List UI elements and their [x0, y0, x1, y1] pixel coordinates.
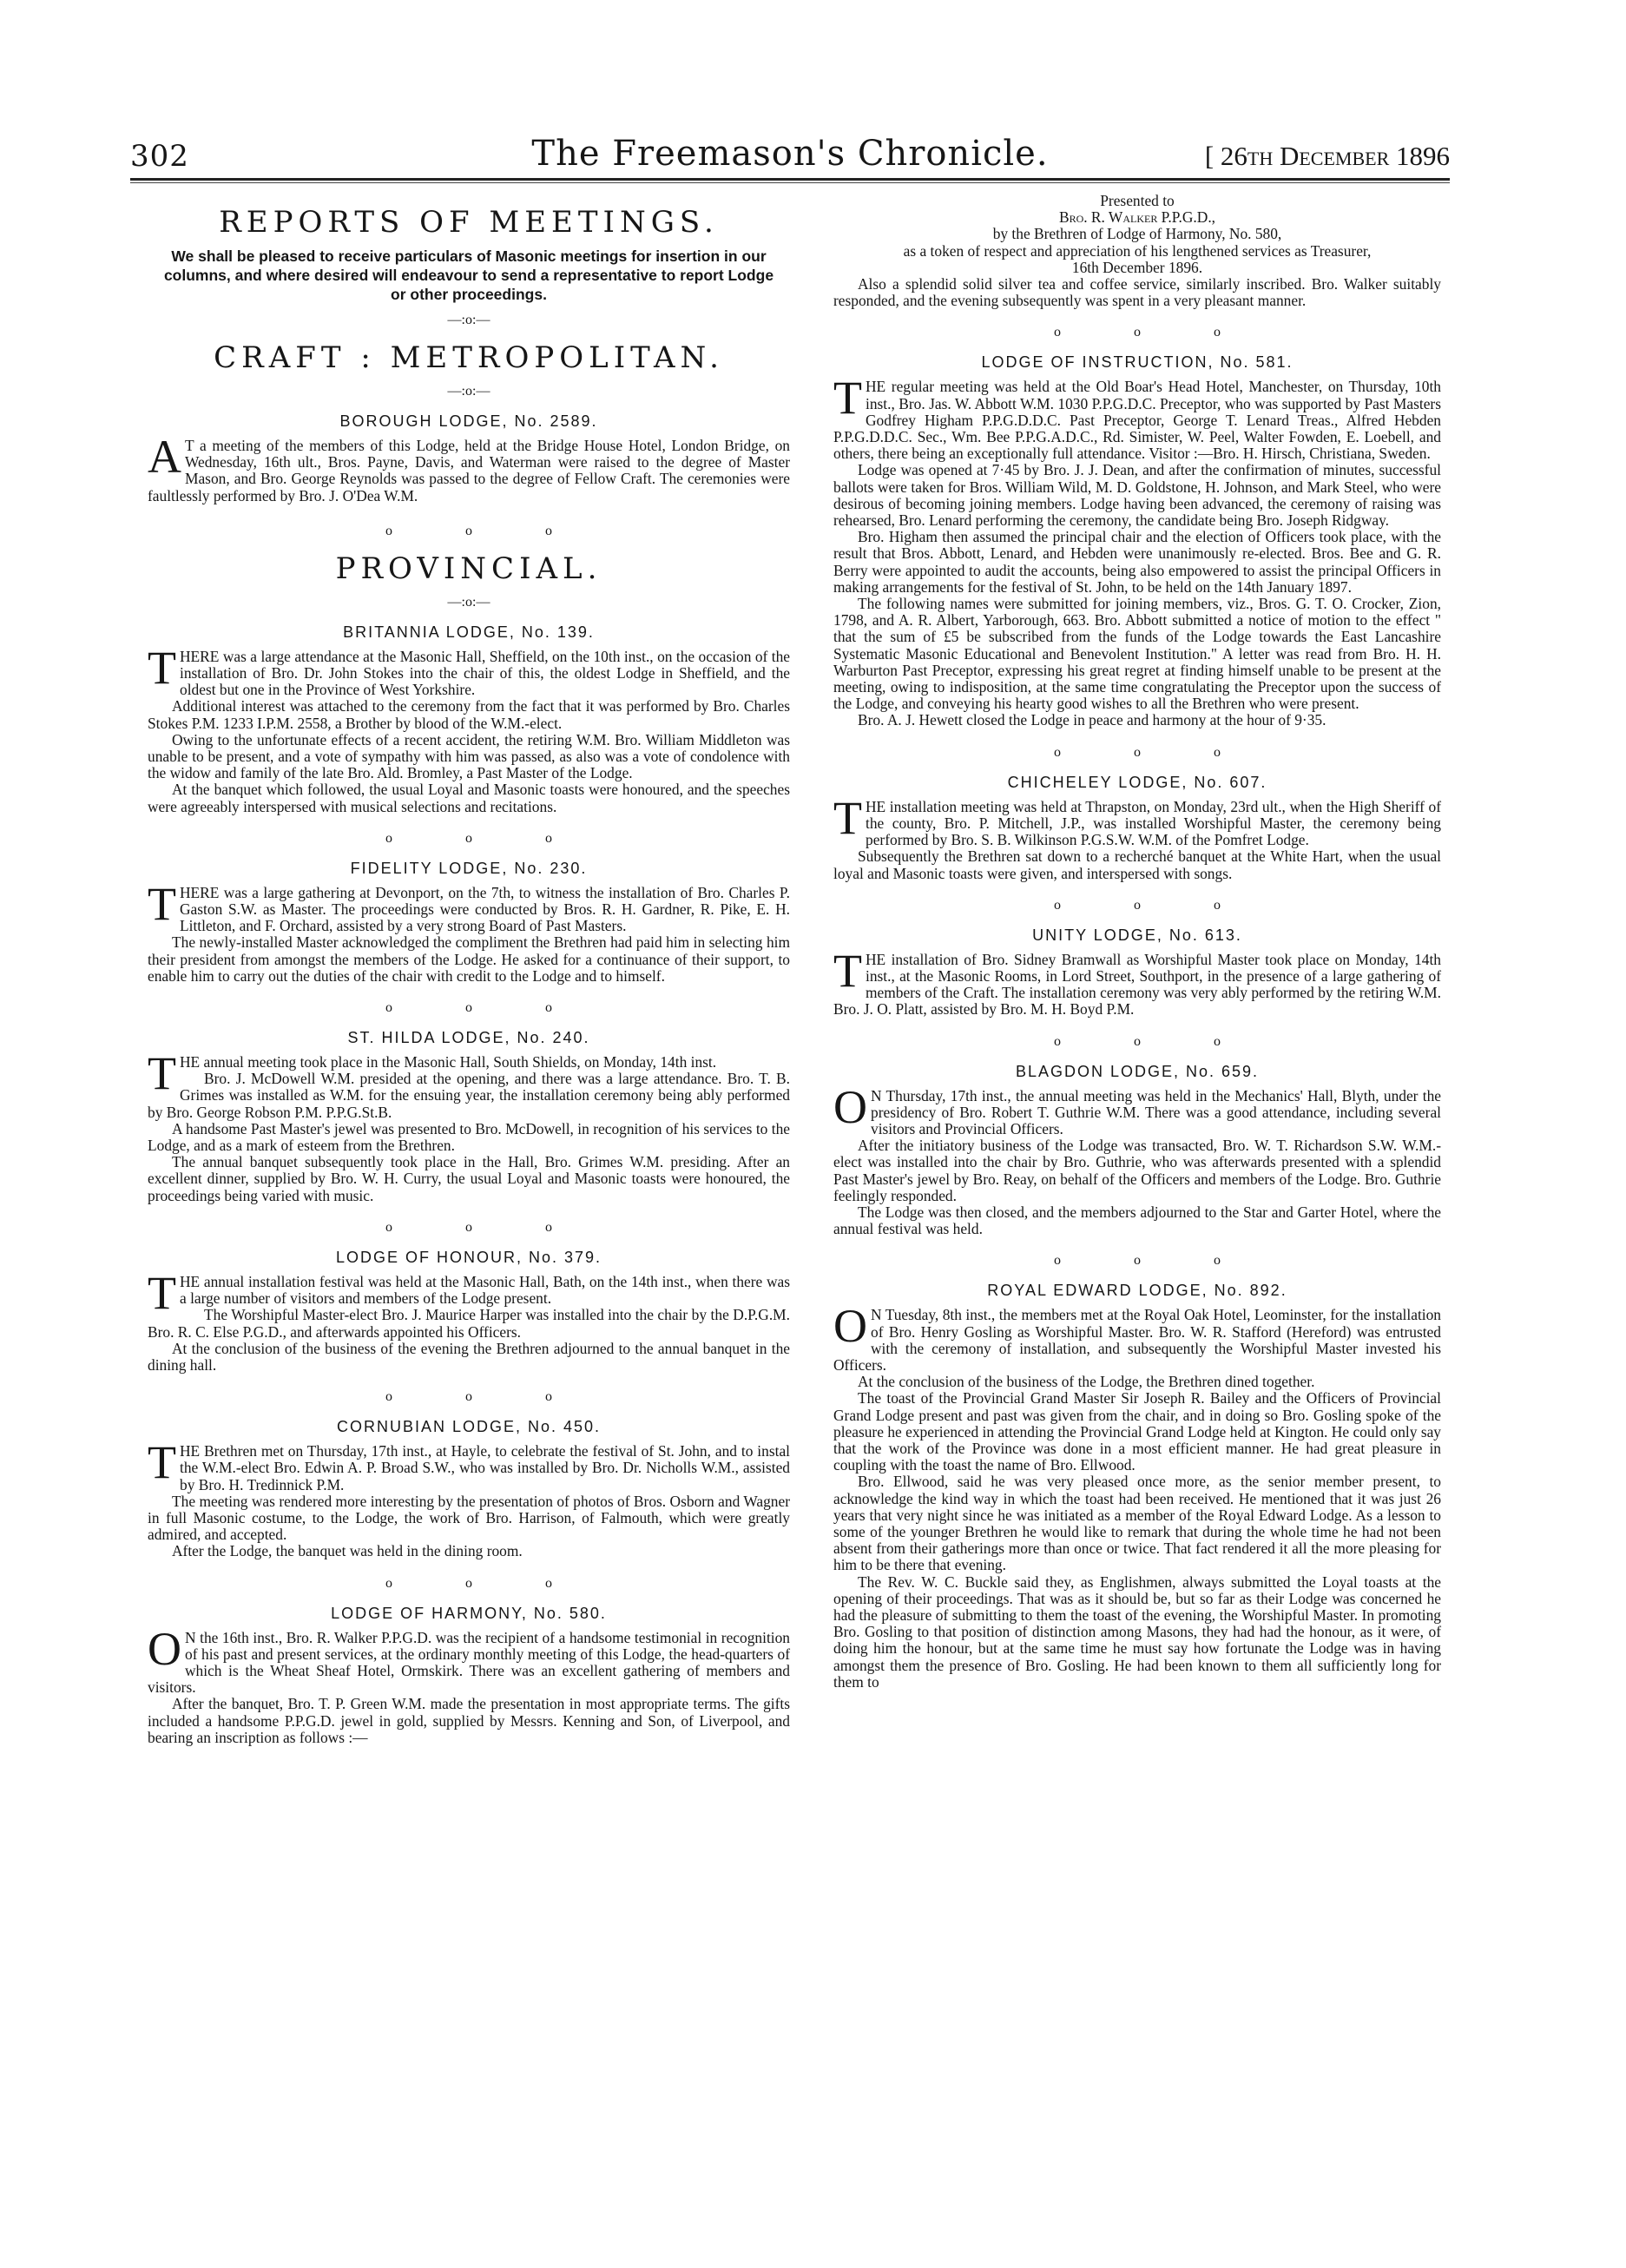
article-paragraph: Bro. J. McDowell W.M. presided at the opening, and there was a large attendance. Bro. T. B. Grimes was installed as W.M. for the ensuing year, the installation ceremony being ably performed by Bro. George Robson P.M. P.P.G.St.B.	[148, 1070, 790, 1121]
lodge-heading-blagdon: BLAGDON LODGE, No. 659.	[1015, 1062, 1260, 1080]
inscription-line: by the Brethren of Lodge of Harmony, No. 580,	[992, 225, 1282, 243]
ornament-divider: o o o	[385, 1389, 587, 1405]
drop-cap: T	[148, 1436, 176, 1489]
ornament-divider: o o o	[1054, 1033, 1255, 1049]
article-paragraph: THE installation of Bro. Sidney Bramwall as Worshipful Master took place on Monday, 14th inst., at the Masonic Rooms, in Lord Street, Southport, in the presence of a large gathering of members of the Craft. The installation ceremony was very ably performed by the retiring W.M. Bro. J. O. Platt, assisted by Bro. M. H. Boyd P.M.	[833, 944, 1441, 1019]
publication-title: The Freemason's Chronicle.	[531, 134, 1049, 174]
article-paragraph: The Worshipful Master-elect Bro. J. Maurice Harper was installed into the chair by the D.P.G.M. Bro. R. C. Else P.G.D., and afterwards appointed his Officers.	[148, 1306, 790, 1341]
header-rule-thin	[130, 182, 1450, 183]
drop-cap: T	[148, 1266, 176, 1319]
article-paragraph: The following names were submitted for joining members, viz., Bros. G. T. O. Crocker, Zion, 1798, and A. R. Albert, Yarborough, 663. Bro. Abbott submitted a notice of motion to the effect " that the sum of £5 be subscribed from the funds of the Lodge towards the East Lancashire Systematic Masonic Educational and Benevolent Institution." A letter was read from Bro. H. H. Warburton Past Preceptor, expressing his great regret at finding himself unable to be present at the meeting, owing to indisposition, at the same time congratulating the Preceptor upon the success of the Lodge, and conveying his hearty good wishes to all the Brethren who were present.	[833, 595, 1441, 713]
article-paragraph: THE annual meeting took place in the Masonic Hall, South Shields, on Monday, 14th inst.	[148, 1047, 717, 1100]
inscription-line: Presented to	[1100, 192, 1175, 209]
drop-cap: T	[833, 944, 862, 997]
inscription-line: as a token of respect and appreciation of his lengthened services as Treasurer,	[903, 241, 1372, 260]
article-paragraph: After the Lodge, the banquet was held in the dining room.	[172, 1542, 523, 1560]
article-paragraph: At the conclusion of the business of the evening the Brethren adjourned to the annual banquet in the dining hall.	[148, 1339, 790, 1374]
article-paragraph: Subsequently the Brethren sat down to a recherché banquet at the White Hart, when the usual loyal and Masonic toasts were given, and interspersed with songs.	[833, 847, 1441, 882]
article-paragraph: O N the 16th inst., Bro. R. Walker P.P.G.D. was the recipient of a handsome testimonial in recognition of his past and present services, at the ordinary monthly meeting of this Lodge, the head-quarters of which is the Wheat Sheaf Hotel, Ormskirk. There was an excellent gathering of members and visitors.	[148, 1622, 790, 1697]
separator: —:o:—	[447, 313, 490, 327]
article-paragraph: O N Thursday, 17th inst., the annual meeting was held in the Mechanics' Hall, Blyth, under the presidency of Bro. Robert T. Guthrie W.M. There was a good attendance, including several visitors and Provincial Officers.	[833, 1080, 1441, 1137]
article-paragraph: Bro. Higham then assumed the principal chair and the election of Officers took place, with the result that Bros. Abbott, Lenard, and Hebden were unanimously re-elected. Bros. Bee and G. R. Berry were appointed to audit the accounts, being also empowered to assist the principal Officers in making arrangements for the festival of St. John, to be held on the 14th January 1897.	[833, 528, 1441, 596]
drop-cap: T	[148, 877, 176, 930]
article-paragraph: O N Tuesday, 8th inst., the members met at the Royal Oak Hotel, Leominster, for the installation of Bro. Henry Gosling as Worshipful Master. Bro. W. R. Stafford (Hereford) was entrusted with the ceremony of installation, and subsequently the Worshipful Master invested his Officers.	[833, 1300, 1441, 1374]
ornament-divider: o o o	[1054, 897, 1255, 913]
article-paragraph: THE regular meeting was held at the Old Boar's Head Hotel, Manchester, on Thursday, 10th inst., Bro. Jas. W. Abbott W.M. 1030 P.P.G.D.C. Preceptor, who was supported by Past Masters Godfrey Higham P.P.G.D.D.C. Past Preceptor, George T. Lenard Treas., Alfred Hebden P.P.G.D.D.C. Sec., Wm. Bee P.P.G.A.D.C., Rd. Simister, W. Peel, Walter Fowden, E. Loebell, and others, there being an exceptionally full attendance. Visitor :—Bro. H. Hirsch, Christiana, Sweden.	[833, 372, 1441, 463]
section-title-reports: REPORTS OF MEETINGS.	[219, 205, 719, 240]
lodge-heading-britannia: BRITANNIA LODGE, No. 139.	[343, 623, 595, 641]
drop-cap: A	[148, 431, 181, 483]
section-title-provincial: PROVINCIAL.	[335, 551, 602, 586]
lodge-heading-fidelity: FIDELITY LODGE, No. 230.	[350, 859, 588, 877]
article-paragraph: THE Brethren met on Thursday, 17th inst., at Hayle, to celebrate the festival of St. John, and to instal the W.M.-elect Bro. Edwin A. P. Broad S.W., who was installed by Bro. Dr. Nicholls W.M., assisted by Bro. H. Tredinnick P.M.	[148, 1436, 790, 1493]
separator: —:o:—	[447, 594, 490, 610]
issue-date: [ 26th December 1896	[1204, 141, 1450, 171]
drop-cap: T	[833, 791, 862, 844]
ornament-divider: o o o	[385, 830, 587, 846]
article-paragraph: At the conclusion of the business of the Lodge, the Brethren dined together.	[858, 1373, 1315, 1391]
drop-cap: T	[833, 372, 862, 425]
left-column	[148, 193, 790, 1746]
article-paragraph: THE installation meeting was held at Thrapston, on Monday, 23rd ult., when the High Sheriff of the county, Bro. P. Mitchell, J.P., was installed Worshipful Master, the ceremony being performed by Bro. S. B. Wilkinson P.G.S.W. W.M. of the Pomfret Lodge.	[833, 791, 1441, 849]
lodge-heading-instruction: LODGE OF INSTRUCTION, No. 581.	[981, 353, 1294, 372]
article-paragraph: After the initiatory business of the Lodge was transacted, Bro. W. T. Richardson S.W. W.M.-elect was installed into the chair by Bro. Guthrie, who was afterwards presented with a splendid Past Master's jewel by Bro. Reay, on behalf of the Officers and members of the Lodge. Bro. Guthrie feelingly responded.	[833, 1137, 1441, 1204]
drop-cap: O	[833, 1080, 867, 1133]
inscription-line: Bro. R. Walker P.P.G.D.,	[1058, 208, 1216, 227]
separator: —:o:—	[447, 384, 490, 399]
article-paragraph: Owing to the unfortunate effects of a recent accident, the retiring W.M. Bro. William Middleton was unable to be present, and a vote of sympathy with him was passed, as also was a vote of condolence with the widow and family of the late Bro. Ald. Bromley, a Past Master of the Lodge.	[148, 730, 790, 782]
lodge-heading-unity: UNITY LODGE, No. 613.	[1032, 926, 1242, 944]
lodge-heading-royal-edward: ROYAL EDWARD LODGE, No. 892.	[987, 1282, 1287, 1300]
drop-cap: T	[148, 641, 176, 694]
article-paragraph: THERE was a large attendance at the Masonic Hall, Sheffield, on the 10th inst., on the occasion of the installation of Bro. Dr. John Stokes into the chair of this, the oldest Lodge in Sheffield, and the oldest but one in the Province of West Yorkshire.	[148, 641, 790, 699]
ornament-divider: o o o	[385, 1219, 587, 1235]
article-paragraph: Also a splendid solid silver tea and coffee service, similarly inscribed. Bro. Walker suitably responded, and the evening subsequently was spent in a very pleasant manner.	[833, 275, 1441, 310]
article-paragraph: A handsome Past Master's jewel was presented to Bro. McDowell, in recognition of his services to the Lodge, and as a mark of esteem from the Brethren.	[148, 1119, 790, 1155]
lodge-heading-harmony: LODGE OF HARMONY, No. 580.	[331, 1604, 607, 1622]
article-paragraph: Lodge was opened at 7·45 by Bro. J. J. Dean, and after the confirmation of minutes, successful ballots were taken for Bros. William Wild, M. D. Goldstone, H. Johnson, and Mark Steel, who were desirous of becoming joining members. Lodge having been advanced, the ceremony of raising was rehearsed, Bro. Lenard performing the ceremony, the candidate being Bro. Joseph Ridgway.	[833, 461, 1441, 530]
article-paragraph: The newly-installed Master acknowledged the compliment the Brethren had paid him in selecting him their president from amongst the members of the Lodge. He asked for a continuance of their support, to enable him to carry out the duties of the chair with credit to the Lodge and to himself.	[148, 933, 790, 985]
header-rule	[130, 178, 1450, 181]
lodge-heading-cornubian: CORNUBIAN LODGE, No. 450.	[336, 1418, 602, 1436]
right-column	[833, 193, 1441, 1691]
lodge-heading-chicheley: CHICHELEY LODGE, No. 607.	[1007, 773, 1267, 791]
ornament-divider: o o o	[1054, 1253, 1255, 1269]
reports-intro: We shall be pleased to receive particulars of Masonic meetings for insertion in our columns, and where desired will endeavour to send a representative to report Lodge or other proceedings.	[163, 247, 774, 303]
article-paragraph: The Lodge was then closed, and the members adjourned to the Star and Garter Hotel, where the annual festival was held.	[833, 1203, 1441, 1238]
ornament-divider: o o o	[385, 523, 587, 538]
article-paragraph: The annual banquet subsequently took place in the Hall, Bro. Grimes W.M. presiding. After an excellent dinner, supplied by Bro. W. H. Curry, the usual Loyal and Masonic toasts were honoured, the proceedings being varied with music.	[148, 1153, 790, 1204]
article-paragraph: The meeting was rendered more interesting by the presentation of photos of Bros. Osborn and Wagner in full Masonic costume, to the Lodge, the work of Bro. Harrison, of Falmouth, which were greatly admired, and accepted.	[148, 1492, 790, 1544]
article-paragraph: A T a meeting of the members of this Lodge, held at the Bridge House Hotel, London Bridge, on Wednesday, 16th ult., Bros. Payne, Davis, and Waterman were raised to the degree of Master Mason, and Bro. George Reynolds was passed to the degree of Fellow Craft. The ceremonies were faultlessly performed by Bro. J. O'Dea W.M.	[148, 431, 790, 504]
article-paragraph: THERE was a large gathering at Devonport, on the 7th, to witness the installation of Bro. Charles P. Gaston S.W. as Master. The proceedings were conducted by Bros. R. H. Gardner, R. Pike, E. H. Littleton, and F. Orchard, assisted by a very strong Board of Past Masters.	[148, 877, 790, 935]
article-paragraph: Additional interest was attached to the ceremony from the fact that it was performed by Bro. Charles Stokes P.M. 1233 I.P.M. 2558, a Brother by blood of the W.M.-elect.	[148, 697, 790, 732]
article-paragraph: THE annual installation festival was held at the Masonic Hall, Bath, on the 14th inst., when there was a large number of visitors and members of the Lodge present.	[148, 1266, 790, 1319]
ornament-divider: o o o	[385, 1000, 587, 1016]
lodge-heading-st-hilda: ST. HILDA LODGE, No. 240.	[347, 1029, 590, 1047]
lodge-heading-honour: LODGE OF HONOUR, No. 379.	[335, 1248, 602, 1266]
article-paragraph: The toast of the Provincial Grand Master Sir Joseph R. Bailey and the Officers of Provincial Grand Lodge present and past was given from the chair, and in doing so Bro. Gosling spoke of the pleasure he experienced in attending the Provincial Grand Lodge held at Kington. He could only say that the work of the Province was done in a most efficient manner. He had great pleasure in coupling with the toast the name of Bro. Ellwood.	[833, 1389, 1441, 1474]
ornament-divider: o o o	[1054, 325, 1255, 340]
section-title-craft: CRAFT : METROPOLITAN.	[214, 340, 724, 375]
page-header	[130, 129, 1450, 177]
article-paragraph: The Rev. W. C. Buckle said they, as Englishmen, always submitted the Loyal toasts at the opening of their proceedings. That was as it should be, but so far as their Lodge was concerned he had the pleasure of submitting to them the toast of the evening, the Worshipful Master. In promoting Bro. Gosling to that position of distinction among Masons, they had had the honour, as it were, of doing him the honour, but at the same time he must say how fortunate the Lodge was in having amongst them the presence of Bro. Gosling. He had been known to them all sufficiently long for them to	[833, 1572, 1441, 1691]
drop-cap: O	[148, 1622, 181, 1675]
drop-cap: T	[148, 1047, 176, 1100]
drop-cap: O	[833, 1300, 867, 1353]
ornament-divider: o o o	[385, 1575, 587, 1591]
article-paragraph: At the banquet which followed, the usual Loyal and Masonic toasts were honoured, and the speeches were agreeably interspersed with musical selections and recitations.	[148, 781, 790, 815]
page-number: 302	[130, 139, 189, 174]
lodge-heading-borough: BOROUGH LODGE, No. 2589.	[339, 412, 598, 430]
article-paragraph: Bro. Ellwood, said he was very pleased once more, as the senior member present, to acknowledge the kind way in which the toast had been received. He mentioned that it was just 26 years that very night since he was initiated as a member of the Royal Edward Lodge. As a lesson to some of the younger Brethren he would like to remark that during the whole time he had not been absent from their gatherings more than once or twice. That fact rendered it all the more pleasing for him to be there that evening.	[833, 1473, 1441, 1574]
inscription-line: 16th December 1896.	[1071, 258, 1203, 276]
article-paragraph: Bro. A. J. Hewett closed the Lodge in peace and harmony at the hour of 9·35.	[858, 711, 1326, 729]
article-paragraph: After the banquet, Bro. T. P. Green W.M. made the presentation in most appropriate terms. The gifts included a handsome P.P.G.D. jewel in gold, supplied by Messrs. Kenning and Son, of Liverpool, and bearing an inscription as follows :—	[148, 1695, 790, 1746]
ornament-divider: o o o	[1054, 744, 1255, 760]
